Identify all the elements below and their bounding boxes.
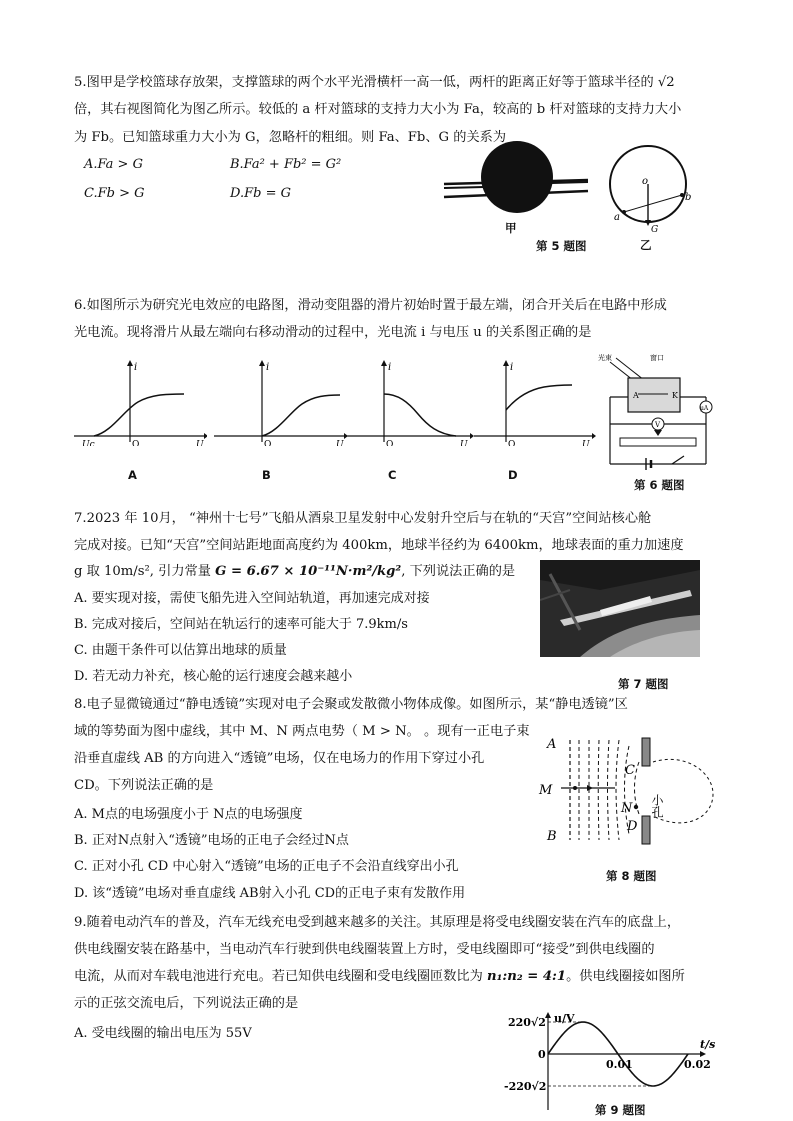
svg-text:i: i xyxy=(510,362,514,373)
q5-option-b: B.Fa² + Fb² = G² xyxy=(230,157,342,172)
q5-caption: 第 5 题图 xyxy=(536,239,587,253)
q7-option-b: B. 完成对接后，空间站在轨运行的速率可能大于 7.9km/s xyxy=(74,617,408,632)
y-axis-arrow-icon xyxy=(545,1012,551,1018)
q9-line1: 9.随着电动汽车的普及，汽车无线充电受到越来越多的关注。其原理是将受电线圈安装在汽车的底盘上， xyxy=(74,915,681,930)
svg-text:O: O xyxy=(508,440,516,446)
x-axis-label: t/s xyxy=(700,1038,716,1051)
q5-label-o: o xyxy=(642,176,649,187)
q9-line4: 示的正弦交流电后，下列说法正确的是 xyxy=(74,996,299,1011)
q9-line2: 供电线圈安装在路基中，当电动汽车行驶到供电线圈装置上方时，受电线圈即可“接受”到供电线圈的 xyxy=(74,942,655,957)
q7-line2: 完成对接。已知“天宫”空间站距地面高度约为 400km，地球半径约为 6400km，地球表面的重力加速度 xyxy=(74,538,684,553)
q5-option-c: C.Fb > G xyxy=(84,186,145,201)
q6-graph-c-label: C xyxy=(388,468,397,482)
q8-option-b: B. 正对N点射入“透镜”电场的正电子会经过N点 xyxy=(74,833,349,848)
svg-text:D: D xyxy=(627,819,638,834)
q5-line2: 倍，其右视图简化为图乙所示。较低的 a 杆对篮球的支持力大小为 Fa，较高的 b 杆对篮球的支持力大小 xyxy=(74,102,682,117)
q7-line1: 7.2023 年 10月， “神州十七号”飞船从酒泉卫星发射中心发射升空后与在轨的“天宫”空间站核心舱 xyxy=(74,511,652,526)
q5-label-jia: 甲 xyxy=(505,221,517,235)
svg-text:小孔: 小孔 xyxy=(650,794,664,818)
svg-text:A: A xyxy=(633,391,639,400)
q6-graph-a-label: A xyxy=(128,468,137,482)
svg-text:A: A xyxy=(547,737,557,752)
svg-text:μA: μA xyxy=(700,405,709,412)
q5-label-b: b xyxy=(685,192,692,203)
svg-text:O: O xyxy=(132,440,140,446)
q8-option-a: A. M点的电场强度小于 N点的电场强度 xyxy=(74,807,303,822)
q6-graph-d xyxy=(472,358,597,446)
svg-text:M: M xyxy=(539,783,553,798)
q6-graph-c xyxy=(344,358,474,446)
q6-caption: 第 6 题图 xyxy=(634,478,685,492)
y-tick-min: -220√2 xyxy=(504,1080,547,1093)
q6-graph-b-label: B xyxy=(262,468,271,482)
svg-text:O: O xyxy=(386,440,394,446)
q5-line1: 5.图甲是学校篮球存放架，支撑篮球的两个水平光滑横杆一高一低，两杆的距离正好等于篮球半径的 √2 xyxy=(74,75,675,90)
q8-option-c: C. 正对小孔 CD 中心射入“透镜”电场的正电子不会沿直线穿出小孔 xyxy=(74,859,459,874)
svg-text:光束: 光束 xyxy=(598,354,612,362)
x-tick-0-01: 0.01 xyxy=(606,1058,633,1071)
q6-circuit-diagram xyxy=(598,352,718,472)
q5-figure-yi xyxy=(600,140,700,240)
q9-caption: 第 9 题图 xyxy=(595,1103,646,1117)
q7-caption: 第 7 题图 xyxy=(618,677,669,691)
q5-label-g: G xyxy=(651,225,659,235)
svg-text:i: i xyxy=(266,362,270,373)
svg-text:B: B xyxy=(547,829,557,844)
q5-line3: 为 Fb。已知篮球重力大小为 G，忽略杆的粗细。则 Fa、Fb、G 的关系为 xyxy=(74,130,507,145)
q5-label-a: a xyxy=(614,212,620,223)
svg-text:U: U xyxy=(582,440,590,446)
q8-option-d: D. 该“透镜”电场对垂直虚线 AB射入小孔 CD的正电子束有发散作用 xyxy=(74,886,466,901)
svg-text:K: K xyxy=(672,391,678,400)
q6-graph-a xyxy=(72,358,207,446)
origin-label: 0 xyxy=(538,1048,546,1061)
q6-graph-d-label: D xyxy=(508,468,518,482)
q7-option-d: D. 若无动力补充，核心舱的运行速度会越来越小 xyxy=(74,669,353,684)
y-axis-label: u/V xyxy=(554,1012,575,1025)
q8-line2: 域的等势面为图中虚线，其中 M、N 两点电势（ M > N。 。现有一正电子束 xyxy=(74,724,530,739)
svg-text:i: i xyxy=(388,362,392,373)
q7-space-station-photo xyxy=(540,560,700,657)
q8-line4: CD。下列说法正确的是 xyxy=(74,778,214,793)
svg-text:O: O xyxy=(264,440,272,446)
svg-text:U: U xyxy=(460,440,468,446)
svg-text:U: U xyxy=(196,440,204,446)
svg-text:Uc: Uc xyxy=(82,440,95,446)
svg-text:N: N xyxy=(621,801,633,816)
svg-text:窗口: 窗口 xyxy=(650,354,664,362)
q8-line1: 8.电子显微镜通过“静电透镜”实现对电子会聚或发散微小物体成像。如图所示，某“静电透镜”区 xyxy=(74,697,628,712)
q8-line3: 沿垂直虚线 AB 的方向进入“透镜”电场，仅在电场力的作用下穿过小孔 xyxy=(74,751,485,766)
svg-text:i: i xyxy=(134,362,138,373)
q7-option-c: C. 由题干条件可以估算出地球的质量 xyxy=(74,643,287,658)
q6-line1: 6.如图所示为研究光电效应的电路图，滑动变阻器的滑片初始时置于最左端，闭合开关后在电路中形成 xyxy=(74,298,667,313)
q7-line3: g 取 10m/s², 引力常量 G = 6.67 × 10⁻¹¹N·m²/kg², 下列说法正确的是 xyxy=(74,564,516,579)
q5-label-yi: 乙 xyxy=(640,238,652,252)
q9-line3: 电流，从而对车载电池进行充电。若已知供电线圈和受电线圈匝数比为 n₁:n₂ = 4:1。供电线圈接如图所 xyxy=(74,969,685,984)
basketball-icon xyxy=(481,141,553,213)
q8-lens-diagram xyxy=(535,732,720,862)
q5-figure-jia xyxy=(440,140,590,220)
x-tick-0-02: 0.02 xyxy=(684,1058,711,1071)
q5-option-a: A.Fa > G xyxy=(84,157,143,172)
q8-caption: 第 8 题图 xyxy=(606,869,657,883)
q5-option-d: D.Fb = G xyxy=(230,186,291,201)
svg-text:V: V xyxy=(655,421,661,429)
q9-option-a: A. 受电线圈的输出电压为 55V xyxy=(74,1026,252,1041)
svg-text:U: U xyxy=(336,440,344,446)
x-axis-arrow-icon xyxy=(700,1051,706,1057)
q9-voltage-chart xyxy=(500,1010,720,1115)
svg-text:C: C xyxy=(625,763,635,778)
q6-graph-b xyxy=(212,358,347,446)
y-tick-max: 220√2 xyxy=(508,1016,546,1029)
q7-option-a: A. 要实现对接，需使飞船先进入空间站轨道，再加速完成对接 xyxy=(74,591,430,606)
q5-sqrt2: √2 xyxy=(657,75,675,90)
q6-line2: 光电流。现将滑片从最左端向右移动滑动的过程中，光电流 i 与电压 u 的关系图正确的是 xyxy=(74,325,592,340)
